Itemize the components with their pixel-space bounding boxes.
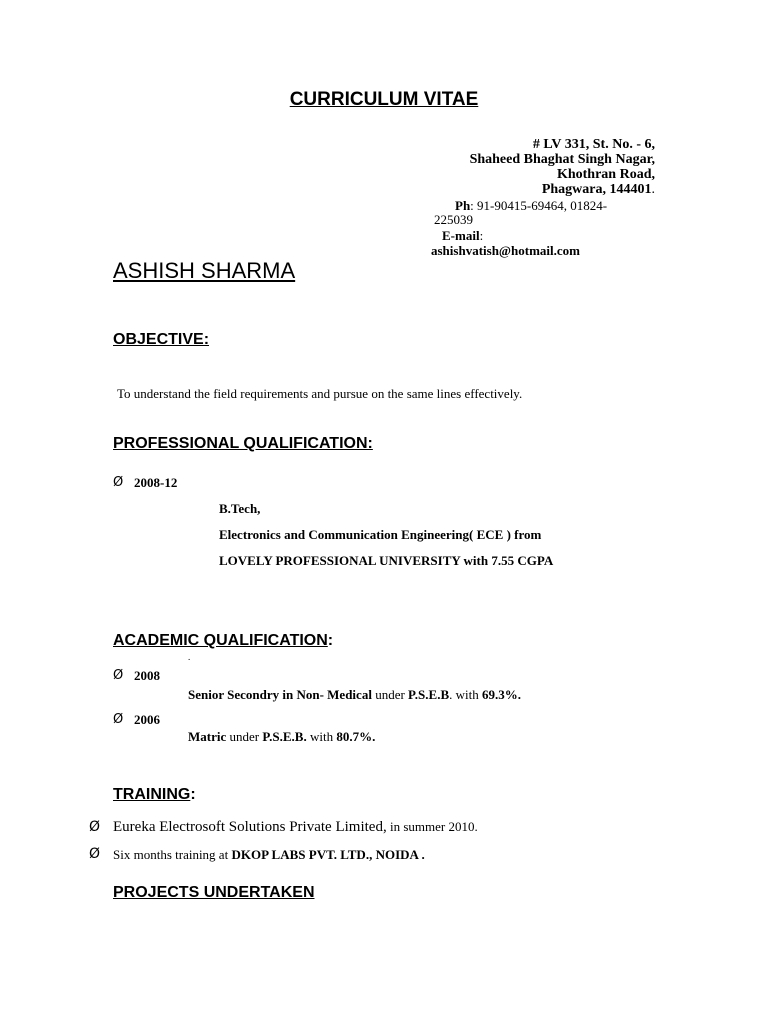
academic-heading-text: ACADEMIC QUALIFICATION	[113, 632, 328, 649]
academic-with-1: . with	[449, 687, 482, 702]
training-company-1: Eureka Electrosoft Solutions Private Limited,	[113, 819, 387, 835]
objective-heading: OBJECTIVE:	[113, 331, 210, 348]
address-line-2: Shaheed Bhaghat Singh Nagar,	[469, 152, 655, 167]
candidate-name: ASHISH SHARMA	[113, 258, 296, 283]
academic-detail-2	[188, 729, 375, 745]
email-label: E-mail	[442, 228, 480, 243]
professional-heading: PROFESSIONAL QUALIFICATION:	[113, 435, 373, 452]
training-heading	[113, 786, 196, 804]
phone-value-cont: 225039	[434, 212, 473, 227]
academic-course-2: Matric	[188, 729, 227, 744]
bullet-icon: Ø	[89, 846, 101, 862]
bullet-icon: Ø	[89, 819, 101, 835]
academic-heading-colon: :	[327, 632, 334, 649]
academic-dot: .	[188, 652, 191, 662]
address-line-1: # LV 331, St. No. - 6,	[532, 137, 655, 152]
academic-under-1: under	[371, 687, 409, 702]
academic-detail-1	[188, 687, 521, 703]
academic-board-2: P.S.E.B.	[262, 729, 307, 744]
professional-year: 2008-12	[134, 475, 178, 490]
address-period: .	[651, 182, 655, 197]
address-city: Phagwara, 144401	[541, 182, 652, 197]
academic-board-1: P.S.E.B	[408, 687, 450, 702]
professional-branch: Electronics and Communication Engineering( ECE ) from	[219, 527, 542, 542]
academic-with-2: with	[306, 729, 337, 744]
academic-score-1: 69.3%.	[482, 687, 521, 702]
phone-line	[455, 198, 607, 214]
academic-year-1: 2008	[134, 668, 160, 683]
phone-value: : 91-90415-69464, 01824-	[470, 198, 608, 213]
projects-heading: PROJECTS UNDERTAKEN	[113, 884, 315, 901]
professional-university: LOVELY PROFESSIONAL UNIVERSITY with 7.55 CGPA	[219, 553, 554, 568]
training-heading-text: TRAINING	[113, 786, 191, 803]
academic-heading	[113, 632, 333, 650]
academic-under-2: under	[226, 729, 263, 744]
training-item-1	[113, 818, 478, 836]
address-line-3: Khothran Road,	[556, 167, 655, 182]
email-label-line	[442, 228, 483, 244]
document-title: CURRICULUM VITAE	[289, 89, 479, 110]
professional-degree: B.Tech,	[219, 501, 261, 516]
training-prefix-2: Six months training at	[113, 847, 232, 862]
academic-year-2: 2006	[134, 712, 160, 727]
training-item-2	[113, 847, 425, 863]
academic-course-1: Senior Secondry in Non- Medical	[188, 687, 372, 702]
academic-score-2: 80.7%.	[336, 729, 376, 744]
bullet-icon: Ø	[113, 475, 124, 490]
objective-text: To understand the field requirements and pursue on the same lines effectively.	[117, 386, 523, 401]
email-address: ashishvatish@hotmail.com	[431, 243, 580, 258]
bullet-icon: Ø	[113, 712, 124, 727]
training-heading-colon: :	[190, 786, 196, 803]
bullet-icon: Ø	[113, 668, 124, 683]
address-line-4	[542, 182, 655, 197]
training-company-2: DKOP LABS PVT. LTD., NOIDA .	[231, 847, 425, 862]
email-colon: :	[479, 228, 484, 243]
training-detail-1: in summer 2010.	[386, 819, 478, 834]
phone-label: Ph	[455, 198, 471, 213]
